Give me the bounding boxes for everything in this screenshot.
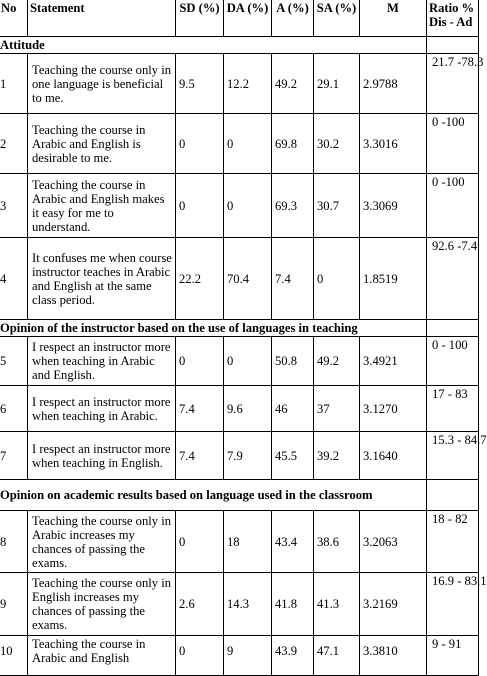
row-a: 41.8 [272,573,314,636]
row-ratio: 0 - 100 [427,337,479,386]
table-row [0,174,479,238]
row-sa: 37 [314,386,360,432]
row-no: 1 [0,54,28,114]
row-da: 0 [224,114,272,174]
row-sd: 22.2 [176,238,224,320]
header-da: DA (%) [224,0,272,37]
row-sd: 9.5 [176,54,224,114]
row-statement: Teaching the course only in Arabic increases my chances of passing the exams. [28,511,176,573]
row-statement: Teaching the course in Arabic and English [28,636,176,676]
row-ratio: 15.3 - 84.7 [427,432,479,480]
row-ratio: 21.7 -78.3 [427,54,479,114]
row-ratio: 9 - 91 [427,636,479,676]
row-a: 69.3 [272,174,314,238]
row-sa: 49.2 [314,337,360,386]
header-m: M [360,0,427,37]
row-da: 18 [224,511,272,573]
row-ratio: 18 - 82 [427,511,479,573]
row-no: 3 [0,174,28,238]
row-no: 9 [0,573,28,636]
section-title: Attitude [0,37,427,54]
row-a: 69.8 [272,114,314,174]
row-ratio: 92.6 -7.4 [427,238,479,320]
row-da: 12.2 [224,54,272,114]
row-sd: 2.6 [176,573,224,636]
header-sa: SA (%) [314,0,360,37]
table-row [0,511,479,573]
section-blank-cell [427,37,479,54]
header-statement: Statement [28,0,176,37]
row-sa: 41.3 [314,573,360,636]
row-da: 14.3 [224,573,272,636]
table-row [0,432,479,480]
row-no: 10 [0,636,28,676]
row-sa: 30.7 [314,174,360,238]
row-sd: 0 [176,511,224,573]
row-statement: I respect an instructor more when teaching in English. [28,432,176,480]
row-ratio: 17 - 83 [427,386,479,432]
row-sd: 0 [176,174,224,238]
section-row [0,37,479,54]
row-a: 43.9 [272,636,314,676]
row-sd: 7.4 [176,386,224,432]
row-m: 3.3069 [360,174,427,238]
row-a: 7.4 [272,238,314,320]
row-sa: 0 [314,238,360,320]
header-row [0,0,479,37]
row-no: 7 [0,432,28,480]
row-ratio: 0 -100 [427,114,479,174]
row-m: 3.2063 [360,511,427,573]
row-m: 3.4921 [360,337,427,386]
row-statement: I respect an instructor more when teaching in Arabic and English. [28,337,176,386]
row-a: 49.2 [272,54,314,114]
row-no: 2 [0,114,28,174]
table-row [0,238,479,320]
row-sd: 0 [176,636,224,676]
row-sa: 30.2 [314,114,360,174]
table-row [0,386,479,432]
row-statement: Teaching the course in Arabic and English makes it easy for me to understand. [28,174,176,238]
row-sa: 38.6 [314,511,360,573]
row-statement: Teaching the course in Arabic and English is desirable to me. [28,114,176,174]
row-statement: Teaching the course only in English increases my chances of passing the exams. [28,573,176,636]
row-sa: 39.2 [314,432,360,480]
row-m: 2.9788 [360,54,427,114]
row-m: 3.3016 [360,114,427,174]
row-da: 0 [224,174,272,238]
row-ratio: 0 -100 [427,174,479,238]
section-row [0,320,479,337]
section-title: Opinion of the instructor based on the use of languages in teaching [0,320,427,337]
row-da: 0 [224,337,272,386]
row-m: 3.3810 [360,636,427,676]
row-a: 50.8 [272,337,314,386]
table-row [0,54,479,114]
row-sa: 47.1 [314,636,360,676]
row-no: 4 [0,238,28,320]
section-blank-cell [427,320,479,337]
row-sd: 0 [176,114,224,174]
row-a: 45.5 [272,432,314,480]
row-no: 5 [0,337,28,386]
table-row [0,114,479,174]
header-a: A (%) [272,0,314,37]
row-a: 43.4 [272,511,314,573]
row-m: 1.8519 [360,238,427,320]
row-m: 3.1640 [360,432,427,480]
row-no: 8 [0,511,28,573]
row-da: 9 [224,636,272,676]
row-sa: 29.1 [314,54,360,114]
header-sd: SD (%) [176,0,224,37]
row-ratio: 16.9 - 83.1 [427,573,479,636]
table-row [0,573,479,636]
row-sd: 7.4 [176,432,224,480]
table-row [0,636,479,676]
table-row [0,337,479,386]
row-m: 3.2169 [360,573,427,636]
row-a: 46 [272,386,314,432]
header-no: No [0,0,28,37]
row-statement: It confuses me when course instructor teaches in Arabic and English at the same class period. [28,238,176,320]
row-sd: 0 [176,337,224,386]
section-title: Opinion on academic results based on language used in the classroom [0,480,427,511]
header-ratio: Ratio % Dis - Ad [427,0,479,37]
row-da: 9.6 [224,386,272,432]
row-statement: Teaching the course only in one language is beneficial to me. [28,54,176,114]
row-no: 6 [0,386,28,432]
row-m: 3.1270 [360,386,427,432]
row-da: 70.4 [224,238,272,320]
section-row [0,480,479,511]
row-da: 7.9 [224,432,272,480]
row-statement: I respect an instructor more when teaching in Arabic. [28,386,176,432]
section-blank-cell [427,480,479,511]
